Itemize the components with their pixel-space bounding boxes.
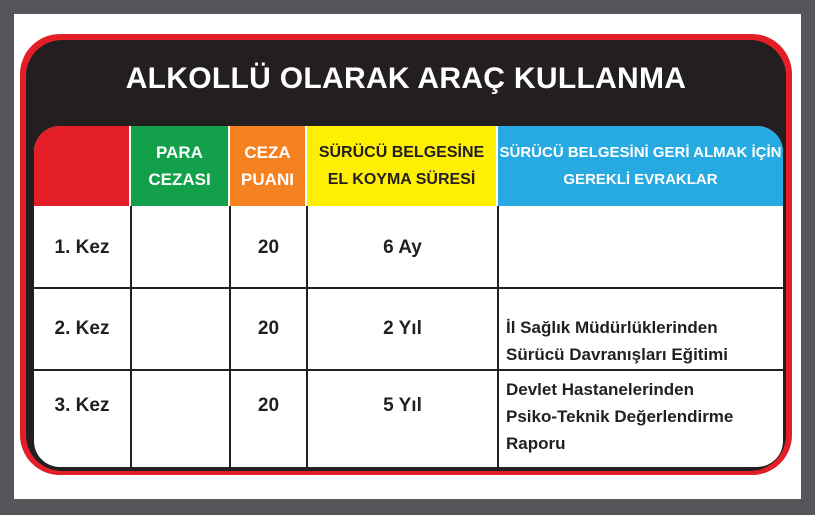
ceza-puani-value: 20 (257, 318, 280, 339)
evrak-line: Raporu (506, 434, 566, 453)
header-ceza-puani (230, 126, 305, 206)
evrak-line: Devlet Hastanelerinden (506, 380, 695, 399)
header-gerekli-evraklar (498, 126, 783, 206)
ceza-puani-value: 20 (257, 395, 280, 416)
para-cezasi-value (132, 208, 229, 287)
evrak-line: Psiko-Teknik Değerlendirme (506, 407, 734, 426)
sign-title: ALKOLLÜ OLARAK ARAÇ KULLANMA (125, 62, 687, 95)
header-sure-line2: EL KOYMA SÜRESİ (327, 171, 476, 188)
penalty-table (34, 126, 783, 467)
gerekli-evrak-value (506, 314, 728, 368)
el-koyma-suresi-value: 2 Yıl (383, 318, 422, 339)
el-koyma-suresi-value: 5 Yıl (383, 395, 422, 416)
ceza-puani-value: 20 (257, 236, 280, 258)
evrak-line: İl Sağlık Müdürlüklerinden (506, 318, 718, 337)
header-blank (34, 126, 129, 206)
header-evrak-line1: SÜRÜCÜ BELGESİNİ GERİ ALMAK İÇİN (499, 144, 782, 161)
para-cezasi-value (132, 289, 229, 369)
evrak-line: Sürücü Davranışları Eğitimi (506, 345, 729, 364)
header-para-cezasi (131, 126, 228, 206)
header-ceza-line1: CEZA (244, 143, 291, 162)
row-label: 3. Kez (54, 395, 110, 416)
header-el-koyma-suresi (307, 126, 496, 206)
row-label: 1. Kez (54, 236, 110, 258)
header-evrak-line2: GEREKLİ EVRAKLAR (563, 171, 718, 188)
para-cezasi-value (132, 371, 229, 441)
header-para-line1: PARA (156, 143, 203, 162)
el-koyma-suresi-value: 6 Ay (383, 236, 422, 258)
header-sure-line1: SÜRÜCÜ BELGESİNE (318, 144, 485, 161)
column-divider (497, 206, 499, 467)
row-label: 2. Kez (54, 318, 110, 339)
gerekli-evrak-value (506, 376, 733, 457)
header-ceza-line2: PUANI (241, 170, 294, 189)
header-para-line2: CEZASI (148, 170, 211, 189)
